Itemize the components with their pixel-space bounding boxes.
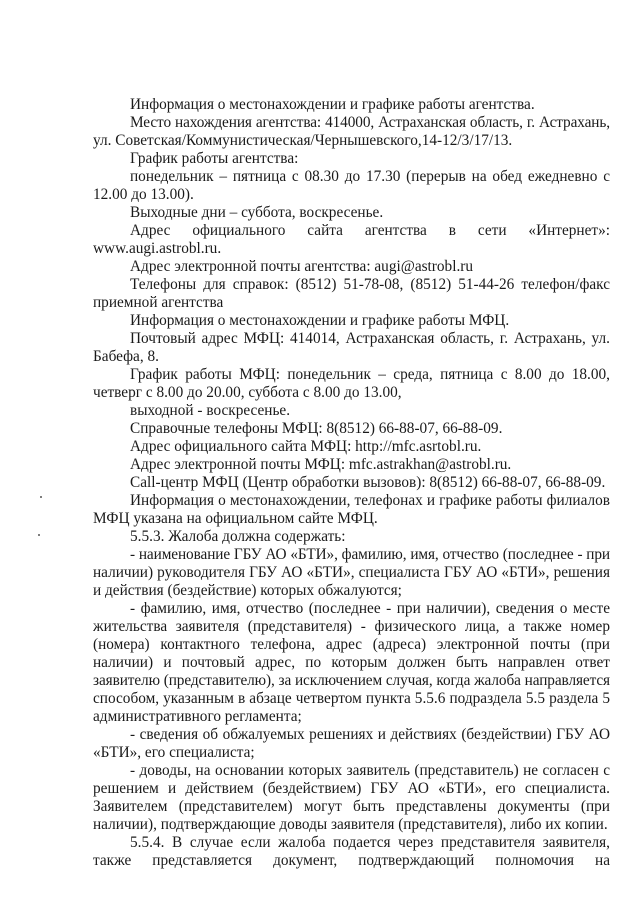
text-line: МФЦ указана на официальном сайте МФЦ. (93, 510, 378, 527)
text-line: выходной - воскресенье. (130, 402, 291, 419)
text-line: - сведения об обжалуемых решениях и действиях (бездействии) ГБУ АО (130, 726, 610, 743)
text-line: (номера) контактного телефона, адрес (адреса) электронной почты (при (93, 636, 610, 653)
text-line: приемной агентства (93, 294, 224, 311)
text-line: Адрес официального сайта агентства в сети «Интернет»: (130, 222, 610, 239)
text-line: административного регламента; (93, 708, 302, 725)
text-line: также представляется документ, подтверждающий полномочия на (93, 852, 610, 869)
text-line: График работы агентства: (130, 150, 299, 167)
text-line: www.augi.astrobl.ru. (93, 240, 222, 257)
text-line: Бабефа, 8. (93, 348, 159, 365)
text-line: «БТИ», его специалиста; (93, 744, 255, 761)
text-line: Информация о местонахождении и графике работы агентства. (130, 96, 535, 113)
text-line: Адрес электронной почты агентства: augi@astrobl.ru (130, 258, 474, 275)
text-line: Выходные дни – суббота, воскресенье. (130, 204, 384, 221)
scan-speck (40, 496, 42, 498)
text-line: Адрес электронной почты МФЦ: mfc.astrakhan@astrobl.ru. (130, 456, 512, 473)
scan-speck (38, 534, 40, 536)
text-line: Место нахождения агентства: 414000, Астраханская область, г. Астрахань, (130, 114, 610, 131)
text-line: и действия (бездействие) которых обжалуются; (93, 582, 402, 599)
text-line: ул. Советская/Коммунистическая/Чернышевского,14-12/3/17/13. (93, 132, 513, 149)
text-line: наличии) руководителя ГБУ АО «БТИ», специалиста ГБУ АО «БТИ», решения (93, 564, 610, 581)
text-line: - фамилию, имя, отчество (последнее - при наличии), сведения о месте (130, 600, 610, 617)
text-line: 12.00 до 13.00). (93, 186, 194, 203)
text-line: График работы МФЦ: понедельник – среда, пятница с 8.00 до 18.00, (130, 366, 610, 383)
text-line: 5.5.3. Жалоба должна содержать: (130, 528, 346, 545)
text-line: наличии), подтверждающие доводы заявителя (представителя), либо их копии. (93, 816, 608, 833)
text-line: заявителю (представителю), за исключением случая, когда жалоба направляется (93, 672, 610, 689)
text-line: - доводы, на основании которых заявитель (представитель) не согласен с (130, 762, 610, 779)
text-line: Информация о местонахождении, телефонах и графике работы филиалов (130, 492, 610, 509)
text-line: - наименование ГБУ АО «БТИ», фамилию, имя, отчество (последнее - при (130, 546, 610, 563)
text-line: Адрес официального сайта МФЦ: http://mfc.asrtobl.ru. (130, 438, 482, 455)
text-line: Call-центр МФЦ (Центр обработки вызовов): 8(8512) 66-88-07, 66-88-09. (130, 474, 606, 491)
text-line: жительства заявителя (представителя) - физического лица, а также номер (93, 618, 610, 635)
text-line: наличии) и почтовый адрес, по которым должен быть направлен ответ (93, 654, 610, 671)
text-line: Заявителем (представителем) могут быть представлены документы (при (93, 798, 610, 815)
text-line: Почтовый адрес МФЦ: 414014, Астраханская область, г. Астрахань, ул. (130, 330, 610, 347)
text-line: Справочные телефоны МФЦ: 8(8512) 66-88-07, 66-88-09. (130, 420, 503, 437)
text-line: 5.5.4. В случае если жалоба подается через представителя заявителя, (130, 834, 610, 851)
text-line: решением и действием (бездействием) ГБУ АО «БТИ», его специалиста. (93, 780, 610, 797)
text-line: четверг с 8.00 до 20.00, суббота с 8.00 до 13.00, (93, 384, 402, 401)
text-line: Телефоны для справок: (8512) 51-78-08, (8512) 51-44-26 телефон/факс (130, 276, 610, 293)
text-line: понедельник – пятница с 08.30 до 17.30 (перерыв на обед ежедневно с (130, 168, 610, 185)
text-line: способом, указанным в абзаце четвертом пункта 5.5.6 подраздела 5.5 раздела 5 (93, 690, 610, 707)
text-line: Информация о местонахождении и графике работы МФЦ. (130, 312, 510, 329)
